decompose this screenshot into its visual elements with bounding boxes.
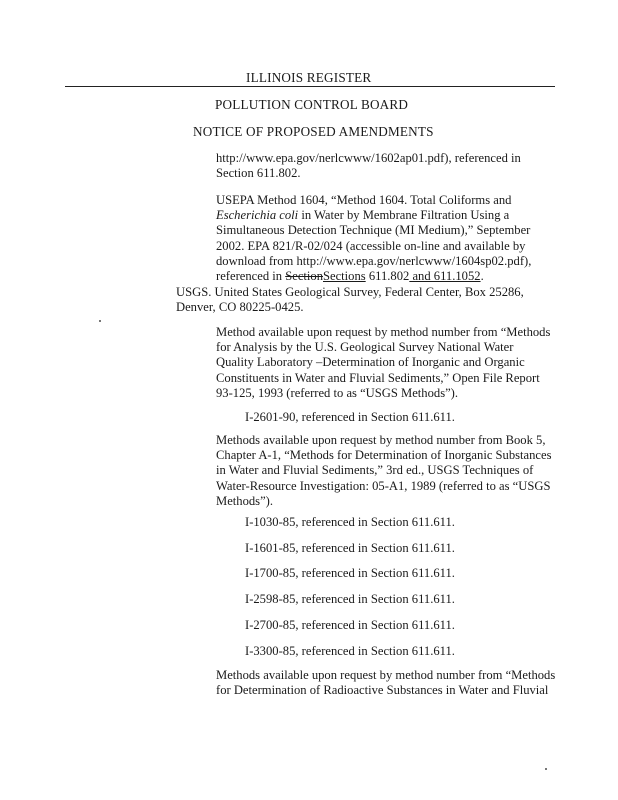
method-item: I-2601-90, referenced in Section 611.611.	[245, 410, 455, 424]
text-line: http://www.epa.gov/nerlcwww/1602ap01.pdf), referenced in	[216, 151, 521, 165]
text-line: Constituents in Water and Fluvial Sediments,” Open File Report	[216, 370, 540, 385]
text-line: USGS. United States Geological Survey, Federal Center, Box 25286,	[176, 285, 524, 299]
notice-title: NOTICE OF PROPOSED AMENDMENTS	[193, 124, 434, 139]
text-line	[216, 208, 531, 223]
text-fragment: .	[480, 269, 484, 284]
text-line: Methods available upon request by method number from Book 5,	[216, 433, 546, 447]
header-rule	[65, 86, 555, 87]
method-paragraph-radioactive	[216, 668, 555, 698]
text-fragment: referenced in	[216, 269, 286, 284]
text-line: Method available upon request by method number from “Methods	[216, 325, 551, 339]
method-item: I-2700-85, referenced in Section 611.611.	[245, 618, 455, 632]
inserted-text: Sections	[323, 269, 366, 284]
method-item: I-3300-85, referenced in Section 611.611.	[245, 644, 455, 658]
text-line: Section 611.802.	[216, 166, 301, 181]
text-line: Methods available upon request by method number from “Methods	[216, 668, 556, 682]
text-line: 93-125, 1993 (referred to as “USGS Methods”).	[216, 385, 459, 400]
method-item: I-1700-85, referenced in Section 611.611.	[245, 566, 455, 580]
usepa-method-1604-paragraph	[216, 193, 531, 284]
text-line: Methods”).	[216, 493, 274, 508]
text-line: Water-Resource Investigation: 05-A1, 1989 (referred to as “USGS	[216, 478, 551, 493]
method-paragraph-book-5	[216, 433, 552, 509]
usgs-address-paragraph	[176, 285, 524, 315]
method-item: I-2598-85, referenced in Section 611.611.	[245, 592, 455, 606]
text-line: Denver, CO 80225-0425.	[176, 300, 304, 315]
scan-speck	[99, 320, 101, 322]
scan-speck	[545, 768, 547, 770]
text-line: for Determination of Radioactive Substances in Water and Fluvial	[216, 683, 549, 698]
board-title: POLLUTION CONTROL BOARD	[215, 97, 409, 112]
method-paragraph-open-file-report	[216, 325, 550, 401]
url-reference-paragraph	[216, 151, 521, 181]
text-line: for Analysis by the U.S. Geological Survey National Water	[216, 340, 514, 355]
text-line: USEPA Method 1604, “Method 1604. Total Coliforms and	[216, 193, 512, 207]
text-line: 2002. EPA 821/R-02/024 (accessible on-line and available by	[216, 238, 526, 253]
method-item: I-1601-85, referenced in Section 611.611.	[245, 541, 455, 555]
inserted-text: and 611.1052	[409, 269, 481, 284]
text-line	[216, 269, 531, 284]
text-fragment: in Water by Membrane Filtration Using a	[298, 208, 510, 223]
method-item: I-1030-85, referenced in Section 611.611.	[245, 515, 455, 529]
register-title: ILLINOIS REGISTER	[246, 70, 372, 85]
text-line: Simultaneous Detection Technique (MI Medium),” September	[216, 223, 531, 238]
text-line: Chapter A-1, “Methods for Determination of Inorganic Substances	[216, 448, 552, 463]
text-fragment: 611.802	[365, 269, 410, 284]
text-line: Quality Laboratory –Determination of Inorganic and Organic	[216, 355, 525, 370]
text-line: download from http://www.epa.gov/nerlcwww/1604sp02.pdf),	[216, 253, 532, 268]
italic-species-name: Escherichia coli	[216, 208, 299, 223]
struck-text: Section	[285, 269, 323, 284]
text-line: in Water and Fluvial Sediments,” 3rd ed., USGS Techniques of	[216, 463, 534, 478]
